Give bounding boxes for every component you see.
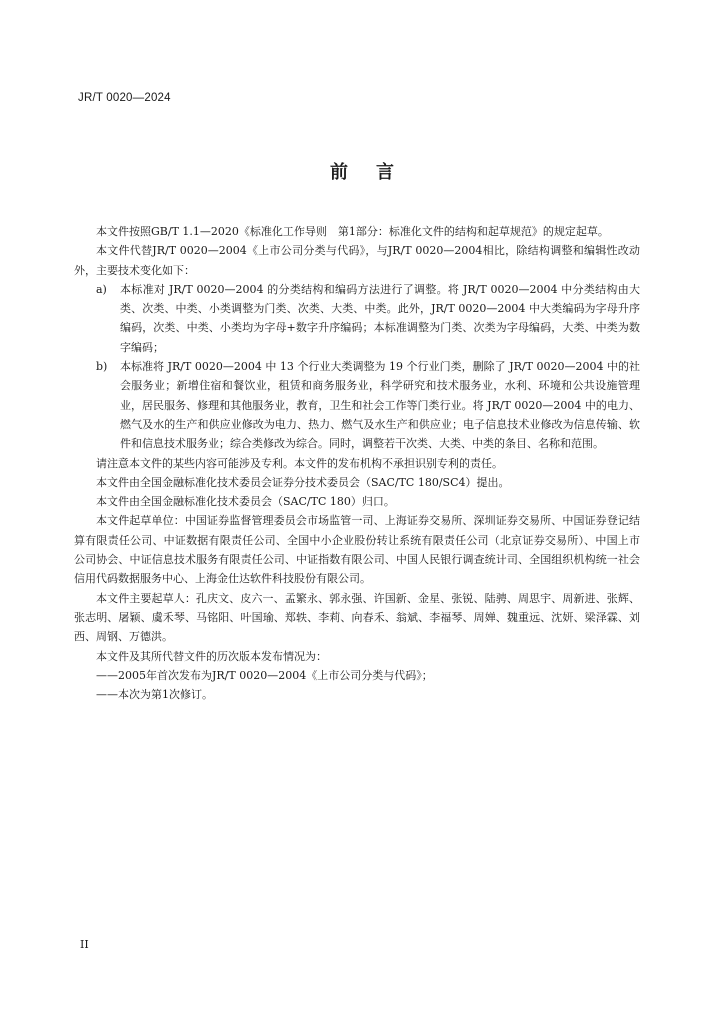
list-text-a: 本标准对 JR/T 0020—2004 的分类结构和编码方法进行了调整。将 JR/T 0020—2004 中分类结构由大类、次类、中类、小类调整为门类、次类、大类、中类。此外，JR/T 0020—2004 中大类编码为字母升序编码，次类、中类、小类均为字母+数字升序编码；本标准调整为门类、次类为字母编码，大类、中类为数字编码； bbox=[120, 282, 640, 354]
list-text-b: 本标准将 JR/T 0020—2004 中 13 个行业大类调整为 19 个行业门类，删除了 JR/T 0020—2004 中的社会服务业；新增住宿和餐饮业，租赁和商务服务业，科学研究和技术服务业，水利、环境和公共设施管理业，居民服务、修理和其他服务业，教育，卫生和社会工作等门类行业。将 JR/T 0020—2004 中的电力、燃气及水的生产和供应业修改为电力、热力、燃气及水生产和供应业；电子信息技术业修改为信息传输、软件和信息技术服务业；综合类修改为综合。同时，调整若干次类、大类、中类的条目、名称和范围。 bbox=[120, 360, 640, 451]
history-item: ——本次为第1次修订。 bbox=[96, 688, 213, 702]
list-marker-a: a) bbox=[96, 282, 107, 296]
paragraph-replacement: 本文件代替JR/T 0020—2004《上市公司分类与代码》，与JR/T 0020—2004相比，除结构调整和编辑性改动外，主要技术变化如下： bbox=[74, 244, 640, 277]
list-item-b bbox=[74, 357, 640, 453]
version-history bbox=[74, 666, 640, 705]
history-item: ——2005年首次发布为JR/T 0020—2004《上市公司分类与代码》； bbox=[96, 668, 433, 682]
paragraph-drafting-units: 本文件起草单位：中国证券监督管理委员会市场监管一司、上海证券交易所、深圳证券交易所、中国证券登记结算有限责任公司、中证数据有限责任公司、全国中小企业股份转让系统有限责任公司（北京证券交易所）、中国上市公司协会、中证信息技术服务有限责任公司、中证指数有限公司、中国人民银行调查统计司、全国组织机构统一社会信用代码数据服务中心、上海金仕达软件科技股份有限公司。 bbox=[74, 514, 640, 586]
paragraph-drafters: 本文件主要起草人：孔庆文、皮六一、孟繁永、郭永强、许国新、金星、张锐、陆骋、周思宇、周新进、张辉、张志明、屠颖、虞禾琴、马铭阳、叶国瑜、郑轶、李莉、向春禾、翁斌、李福琴、周婵、魏重远、沈妍、梁泽霖、刘西、周钢、万德洪。 bbox=[74, 591, 640, 644]
list-marker-b: b) bbox=[96, 360, 108, 374]
paragraph-history-intro: 本文件及其所代替文件的历次版本发布情况为： bbox=[96, 649, 327, 663]
paragraph-drafting-rules: 本文件按照GB/T 1.1—2020《标准化工作导则 第1部分：标准化文件的结构和起草规范》的规定起草。 bbox=[96, 225, 609, 238]
foreword-body bbox=[74, 222, 640, 704]
page-title: 前言 bbox=[330, 162, 422, 183]
paragraph-patent-notice: 请注意本文件的某些内容可能涉及专利。本文件的发布机构不承担识别专利的责任。 bbox=[96, 456, 503, 470]
paragraph-proposed-by: 本文件由全国金融标准化技术委员会证券分技术委员会（SAC/TC 180/SC4）提出。 bbox=[96, 475, 510, 489]
list-item-a bbox=[74, 280, 640, 357]
document-id: JR/T 0020—2024 bbox=[78, 92, 171, 104]
paragraph-managed-by: 本文件由全国金融标准化技术委员会（SAC/TC 180）归口。 bbox=[96, 495, 395, 509]
page-number: II bbox=[80, 938, 89, 951]
